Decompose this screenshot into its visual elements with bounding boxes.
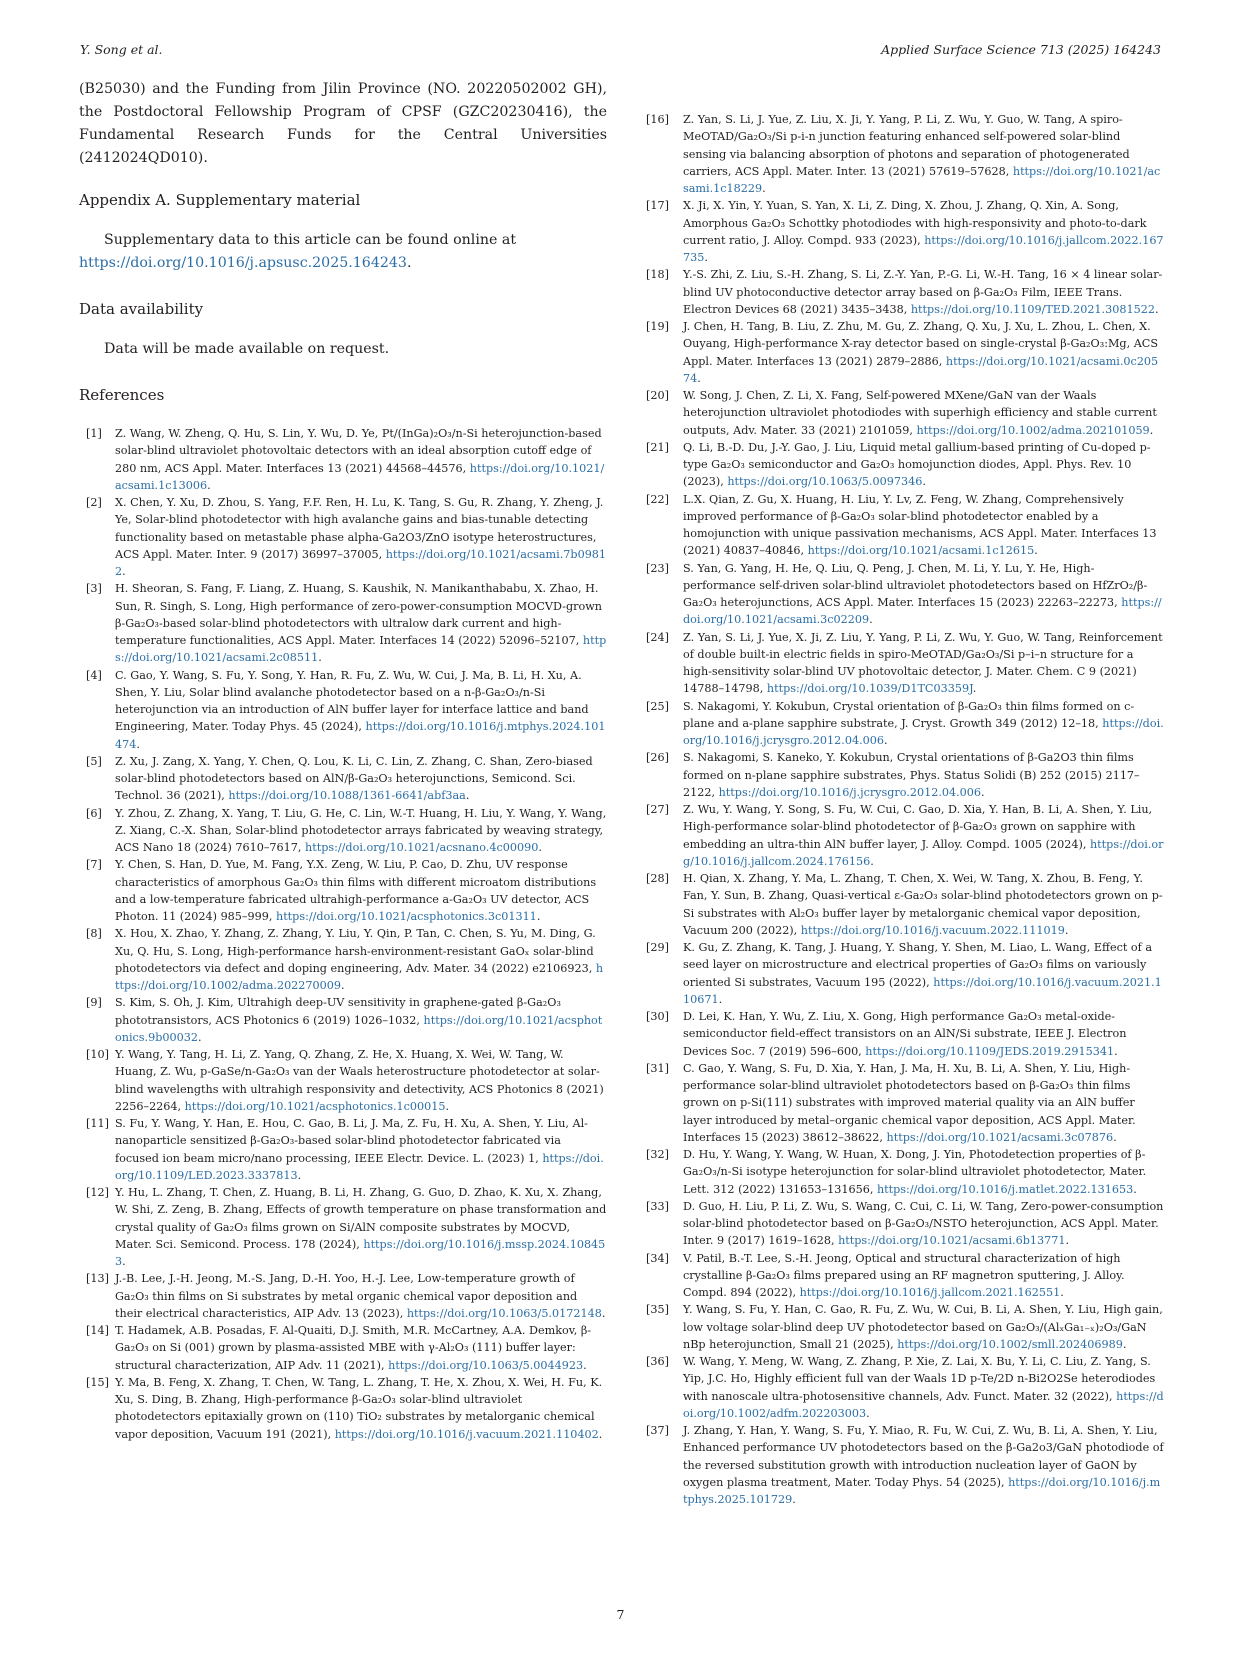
reference-text [683,1353,1164,1422]
reference-citation: H. Sheoran, S. Fang, F. Liang, Z. Huang, S. Kaushik, N. Manikanthababu, X. Zhao, H. Sun, R. Singh, S. Long, High performance of zero-power-consumption MOCVD-grown β-Ga₂O₃-based solar-blind photodetectors with ultralow dark current and high-temperature functionalities, ACS Appl. Mater. Interfaces 14 (2022) 52096–52107, [115,582,602,647]
reference-number: [16] [646,113,669,126]
reference-text [115,1046,607,1115]
reference-text [683,1008,1164,1060]
reference-end: . [207,478,211,492]
page-number: 7 [616,1607,625,1622]
reference-doi-link[interactable]: https://doi.org/10.1016/j.mtphys.2025.101729 [683,1475,1161,1506]
reference-item [646,1008,1164,1060]
reference-end: . [1065,1234,1070,1248]
reference-text [683,1060,1164,1146]
reference-citation: X. Chen, Y. Xu, D. Zhou, S. Yang, F.F. Ren, H. Lu, K. Tang, S. Gu, R. Zhang, Y. Zheng, J. Ye, Solar-blind photodetector with high avalanche gains and bias-tunable detecting functionality based on metastable phase alpha-Ga2O3/ZnO isotype heterostructures, ACS Appl. Mater. Inter. 9 (2017) 36997–37005, [115,496,604,561]
references-list-right [646,111,1164,1508]
reference-item [646,318,1164,387]
reference-number: [22] [646,492,669,506]
reference-doi-link[interactable]: https://doi.org/10.1016/j.mtphys.2024.101474 [115,720,606,751]
reference-number: [35] [646,1303,669,1317]
reference-end: . [762,182,766,195]
reference-item [646,111,1164,197]
reference-doi-link[interactable]: https://doi.org/10.1021/acsami.6b13771 [838,1234,1066,1248]
reference-text [683,629,1164,698]
data-availability-text: Data will be made available on request. [104,341,390,357]
reference-number: [31] [646,1061,669,1075]
reference-citation: J. Chen, H. Tang, B. Liu, Z. Zhu, M. Gu, Z. Zhang, Q. Xu, J. Xu, L. Zhou, L. Chen, X. Ouyang, High-performance X-ray detector based on single-crystal β-Ga₂O₃:Mg, ACS Appl. Mater. Interfaces 13 (2021) 2879–2886, [683,320,1158,368]
reference-item [646,749,1164,801]
reference-doi-link[interactable]: https://doi.org/10.1088/1361-6641/abf3aa [228,789,466,803]
reference-text [115,1184,607,1270]
reference-citation: S. Fu, Y. Wang, Y. Han, E. Hou, C. Gao, B. Li, J. Ma, Z. Fu, H. Xu, A. Shen, Y. Liu, Al-nanoparticle sensitized β-Ga₂O₃-based solar-blind photodetector fabricated via focused ion beam micro/nano processing, IEEE Electr. Device. L. (2023) 1, [115,1117,588,1165]
reference-number: [36] [646,1355,669,1368]
references-list-left [79,425,607,1443]
reference-citation: Y. Ma, B. Feng, X. Zhang, T. Chen, W. Tang, L. Zhang, T. He, X. Zhou, X. Wei, H. Fu, K. Xu, S. Ding, B. Zhang, High-performance β-Ga₂O₃ solar-blind ultraviolet photodetectors epitaxially grown on (110) TiO₂ substrates by metalorganic chemical vapor deposition, Vacuum 191 (2021), [115,1375,603,1441]
reference-text [115,1115,607,1184]
reference-doi-link[interactable]: https://doi.org/10.1021/acsami.7b09812 [115,547,607,578]
reference-doi-link[interactable]: https://doi.org/10.1021/acsphotonics.3c01311 [275,910,537,923]
reference-doi-link[interactable]: https://doi.org/10.1002/smll.202406989 [897,1337,1123,1351]
reference-text [683,749,1164,801]
reference-doi-link[interactable]: https://doi.org/10.1021/acsami.2c08511 [115,634,607,665]
reference-text [683,387,1164,439]
reference-end: . [538,841,542,854]
reference-item [646,1146,1164,1198]
reference-citation: Z. Yan, S. Li, J. Yue, Z. Liu, X. Ji, Y. Yang, P. Li, Z. Wu, Y. Guo, W. Tang, A spiro-MeOTAD/Ga₂O₃/Si p-i-n junction featuring enhanced self-powered solar-blind sensing via balancing absorption of photons and separation of photogenerated carriers, ACS Appl. Mater. Inter. 13 (2021) 57619–57628, [683,113,1130,178]
reference-text [115,580,607,666]
reference-item [646,439,1164,491]
reference-item [646,1301,1164,1353]
reference-citation: D. Guo, H. Liu, P. Li, Z. Wu, S. Wang, C. Cui, C. Li, W. Tang, Zero-power-consumption solar-blind photodetector based on β-Ga₂O₃/NSTO heterojunction, ACS Appl. Mater. Inter. 9 (2017) 1619–1628, [683,1199,1164,1248]
reference-citation: W. Song, J. Chen, Z. Li, X. Fang, Self-powered MXene/GaN van der Waals heterojunction ultraviolet photodiodes with superhigh efficiency and stable current outputs, Adv. Mater. 33 (2021) 2101059, [683,389,1157,437]
reference-number: [8] [86,927,102,941]
reference-number: [12] [86,1186,109,1199]
reference-text [683,491,1164,560]
reference-text [683,939,1164,1008]
reference-end: . [465,789,470,803]
reference-citation: Q. Li, B.-D. Du, J.-Y. Gao, J. Liu, Liquid metal gallium-based printing of Cu-doped p-type Ga₂O₃ semiconductor and Ga₂O₃ homojunction diodes, Appl. Phys. Rev. 10 (2023), [683,440,1151,489]
reference-text [683,801,1164,870]
reference-number: [28] [646,872,669,885]
appendix-text: Supplementary data to this article can be found online at [104,232,517,248]
reference-number: [4] [86,668,102,682]
reference-number: [7] [86,858,102,872]
reference-doi-link[interactable]: https://doi.org/10.1109/LED.2023.3337813 [115,1151,604,1182]
appendix-paragraph [79,229,607,275]
running-journal-citation: Applied Surface Science 713 (2025) 164243 [881,42,1161,57]
reference-end: . [884,734,888,747]
reference-citation: S. Nakagomi, Y. Kokubun, Crystal orientation of β-Ga₂O₃ thin films formed on c-plane and a-plane sapphire substrate, J. Cryst. Growth 349 (2012) 12–18, [683,699,1135,730]
reference-doi-link[interactable]: https://doi.org/10.1021/acsami.3c02209 [683,596,1162,627]
reference-citation: X. Ji, X. Yin, Y. Yuan, S. Yan, X. Li, Z. Ding, X. Zhou, J. Zhang, Q. Xin, A. Song, Amorphous Ga₂O₃ Schottky photodiodes with high-responsivity and photo-to-dark current ratio, J. Alloy. Compd. 933 (2023), [683,199,1147,247]
reference-number: [11] [86,1117,109,1130]
reference-text [683,197,1164,266]
reference-number: [19] [646,320,669,333]
reference-citation: S. Kim, S. Oh, J. Kim, Ultrahigh deep-UV sensitivity in graphene-gated β-Ga₂O₃ phototransistors, ACS Photonics 6 (2019) 1026–1032, [115,996,561,1027]
reference-text [115,425,607,494]
reference-number: [29] [646,941,669,954]
reference-citation: V. Patil, B.-T. Lee, S.-H. Jeong, Optical and structural characterization of high crystalline β-Ga₂O₃ films prepared using an RF magnetron sputtering, J. Alloy. Compd. 894 (2022), [683,1251,1125,1299]
reference-end: . [718,992,723,1006]
reference-end: . [341,979,345,992]
reference-text [683,439,1164,491]
reference-citation: K. Gu, Z. Zhang, K. Tang, J. Huang, Y. Shang, Y. Shen, M. Liao, L. Wang, Effect of a seed layer on microstructure and electrical properties of Ga₂O₃ films on variously oriented Si substrates, Vacuum 195 (2022), [683,941,1152,989]
reference-text [683,698,1164,750]
reference-end: . [1114,1044,1118,1058]
reference-item [646,1060,1164,1146]
reference-doi-link[interactable]: https://doi.org/10.1021/acsami.1c18229 [683,164,1161,195]
reference-text [115,667,607,753]
reference-doi-link[interactable]: https://doi.org/10.1002/adfm.202203003 [683,1389,1164,1420]
reference-end: . [869,613,873,627]
reference-end: . [122,1255,126,1268]
appendix-heading: Appendix A. Supplementary material [79,191,361,209]
reference-number: [3] [86,582,102,596]
reference-number: [10] [86,1048,109,1061]
reference-item [646,387,1164,439]
reference-end: . [197,1030,202,1044]
reference-citation: H. Qian, X. Zhang, Y. Ma, L. Zhang, T. Chen, X. Wei, W. Tang, X. Zhou, B. Feng, Y. Fan, Y. Sun, B. Zhang, Quasi-vertical ε-Ga₂O₃ solar-blind photodetectors grown on p-Si substrates with Al₂O₃ buffer layer by metalorganic chemical vapor deposition, Vacuum 200 (2022), [683,872,1163,937]
reference-citation: D. Hu, Y. Wang, Y. Wang, W. Huan, X. Dong, J. Yin, Photodetection properties of β-Ga₂O₃/n-Si isotype heterojunction for solar-blind ultraviolet photodetector, Mater. Lett. 312 (2022) 131653–131656, [683,1148,1147,1196]
reference-text [683,1301,1164,1353]
reference-doi-link[interactable]: https://doi.org/10.1016/j.jallcom.2022.167735 [683,233,1164,264]
reference-doi-link[interactable]: https://doi.org/10.1021/acsami.0c20574 [683,354,1159,385]
references-heading: References [79,386,165,404]
reference-end: . [1034,544,1038,558]
reference-text [115,1374,607,1443]
reference-citation: J. Zhang, Y. Han, Y. Wang, S. Fu, Y. Miao, R. Fu, W. Cui, Z. Wu, B. Li, A. Shen, Y. Liu, Enhanced performance UV photodetectors based on the β-Ga2o3/GaN photodiode of the reversed substitution growth with introduction nucleation layer of GaON by oxygen plasma treatment, Mater. Today Phys. 54 (2025), [683,1424,1164,1489]
reference-item [646,870,1164,939]
reference-number: [18] [646,268,669,282]
reference-citation: Z. Yan, S. Li, J. Yue, X. Ji, Z. Liu, Y. Yang, P. Li, Z. Wu, Y. Guo, W. Tang, Reinforcement of double built-in electric fields in spiro-MeOTAD/Ga₂O₃/Si p–i–n structure for a high-sensitivity solar-blind UV photovoltaic detector, J. Mater. Chem. C 9 (2021) 14788–14798, [683,630,1163,696]
reference-number: [20] [646,389,669,402]
reference-item [646,1198,1164,1250]
reference-end: . [1154,302,1159,316]
reference-end: . [1113,1130,1117,1144]
right-column [646,111,1164,1508]
reference-doi-link[interactable]: https://doi.org/10.1021/acsphotonics.9b00032 [115,1013,603,1044]
reference-number: [1] [86,427,102,440]
reference-end: . [697,371,701,385]
reference-item [79,1322,607,1374]
reference-doi-link[interactable]: https://doi.org/10.1016/j.jcrysgro.2012.04.006 [718,785,982,799]
reference-number: [6] [86,806,102,820]
reference-citation: S. Yan, G. Yang, H. He, Q. Liu, Q. Peng, J. Chen, M. Li, Y. Lu, Y. He, High-performance self-driven solar-blind ultraviolet photodetectors based on HfZrO₂/β-Ga₂O₃ heterojunctions, ACS Appl. Mater. Interfaces 15 (2023) 22263–22273, [683,561,1148,609]
reference-end: . [1064,923,1069,937]
reference-text [683,560,1164,629]
reference-item [646,801,1164,870]
reference-citation: C. Gao, Y. Wang, S. Fu, Y. Song, Y. Han, R. Fu, Z. Wu, W. Cui, J. Ma, B. Li, H. Xu, A. Shen, Y. Liu, Solar blind avalanche photodetector based on a n-β-Ga₂O₃/n-Si heterojunction via an introduction of AlN buffer layer for interface lattice and band Engineering, Mater. Today Phys. 45 (2024), [115,668,589,734]
reference-citation: X. Hou, X. Zhao, Y. Zhang, Z. Zhang, Y. Liu, Y. Qin, P. Tan, C. Chen, S. Yu, M. Ding, G. Xu, Q. Hu, S. Long, High-performance harsh-environment-resistant GaOₓ solar-blind photodetectors via defect and doping engineering, Adv. Mater. 34 (2022) e2106923, [115,927,596,975]
reference-item [79,805,607,857]
reference-item [646,1422,1164,1508]
reference-item [79,1184,607,1270]
reference-item [646,1353,1164,1422]
reference-doi-link[interactable]: https://doi.org/10.1021/acsami.3c07876 [886,1130,1114,1144]
reference-number: [9] [86,996,102,1010]
reference-end: . [981,785,985,799]
reference-item [646,698,1164,750]
reference-citation: D. Lei, K. Han, Y. Wu, Z. Liu, X. Gong, High performance Ga₂O₃ metal-oxide-semiconductor field-effect transistors on an AlN/Si substrate, IEEE J. Electron Devices Soc. 7 (2019) 596–600, [683,1010,1127,1058]
reference-doi-link[interactable]: https://doi.org/10.1109/TED.2021.3081522 [910,302,1155,316]
reference-text [683,266,1164,318]
reference-doi-link[interactable]: https://doi.org/10.1016/j.vacuum.2021.110671 [683,975,1162,1006]
reference-text [683,1250,1164,1302]
reference-citation: Z. Wang, W. Zheng, Q. Hu, S. Lin, Y. Wu, D. Ye, Pt/(InGa)₂O₃/n-Si heterojunction-based solar-blind ultraviolet photovoltaic detectors with an ideal absorption cutoff edge of 280 nm, ACS Appl. Mater. Interfaces 13 (2021) 44568–44576, [115,427,602,475]
reference-item [646,1250,1164,1302]
reference-citation: C. Gao, Y. Wang, S. Fu, D. Xia, Y. Han, J. Ma, H. Xu, B. Li, A. Shen, Y. Liu, High-performance solar-blind ultraviolet photodetectors based on β-Ga₂O₃ thin films grown on p-Si(111) substrates with improved material quality via an AlN buffer layer introduced by metal–organic chemical vapor deposition, ACS Appl. Mater. Interfaces 15 (2023) 38612–38622, [683,1061,1136,1144]
reference-end: . [922,475,926,489]
reference-end: . [704,251,708,264]
reference-doi-link[interactable]: https://doi.org/10.1021/acsnano.4c00090 [305,841,539,854]
reference-doi-link[interactable]: https://doi.org/10.1016/j.vacuum.2022.111019 [800,923,1065,937]
reference-doi-link[interactable]: https://doi.org/10.1016/j.vacuum.2021.110402 [334,1427,599,1441]
reference-citation: L.X. Qian, Z. Gu, X. Huang, H. Liu, Y. Lv, Z. Feng, W. Zhang, Comprehensively improved performance of β-Ga₂O₃ solar-blind photodetector enabled by a homojunction with unique passivation mechanisms, ACS Appl. Mater. Interfaces 13 (2021) 40837–40846, [683,492,1157,558]
reference-item [79,1270,607,1322]
reference-text [115,856,607,925]
reference-end: . [601,1306,606,1320]
reference-citation: Y. Wang, Y. Tang, H. Li, Z. Yang, Q. Zhang, Z. He, X. Huang, X. Wei, W. Tang, W. Huang, Z. Wu, p-GaSe/n-Ga₂O₃ van der Waals heterostructure photodetector at solar-blind wavelengths with ultrahigh responsivity and detectivity, ACS Photonics 8 (2021) 2256–2264, [115,1048,604,1113]
reference-number: [33] [646,1199,669,1213]
reference-citation: J.-B. Lee, J.-H. Jeong, M.-S. Jang, D.-H. Yoo, H.-J. Lee, Low-temperature growth of Ga₂O₃ thin films on Si substrates by metal organic chemical vapor deposition and their electrical characteristics, AIP Adv. 13 (2023), [115,1272,578,1320]
reference-number: [26] [646,751,669,765]
reference-text [683,1146,1164,1198]
reference-item [79,753,607,805]
reference-number: [17] [646,199,669,213]
reference-end: . [1133,1182,1137,1196]
reference-item [79,494,607,580]
reference-citation: Y. Hu, L. Zhang, T. Chen, Z. Huang, B. Li, H. Zhang, G. Guo, D. Zhao, K. Xu, X. Zhang, W. Shi, Z. Zeng, B. Zhang, Effects of growth temperature on phase transformation and crystal quality of Ga₂O₃ films grown on Si/AlN composite substrates by MOCVD, Mater. Sci. Semicond. Process. 178 (2024), [115,1186,607,1251]
reference-text [683,1422,1164,1508]
reference-item [646,560,1164,629]
reference-text [115,994,607,1046]
reference-number: [30] [646,1010,669,1023]
reference-doi-link[interactable]: https://doi.org/10.1016/j.jcrysgro.2012.04.006 [683,716,1164,747]
supplementary-link[interactable]: https://doi.org/10.1016/j.apsusc.2025.164243 [79,255,407,271]
left-column [79,78,607,1443]
reference-text [683,318,1164,387]
reference-doi-link[interactable]: https://doi.org/10.1016/j.mssp.2024.108453 [115,1237,606,1268]
reference-text [115,925,607,994]
reference-number: [23] [646,561,669,575]
reference-end: . [870,854,874,868]
reference-end: . [583,1358,587,1372]
reference-text [683,111,1164,197]
reference-item [79,994,607,1046]
reference-number: [14] [86,1324,109,1337]
reference-number: [21] [646,440,669,454]
acknowledgement-paragraph: (B25030) and the Funding from Jilin Province (NO. 20220502002 GH), the Postdoctoral Fellowship Program of CPSF (GZC20230416), the Fundamental Research Funds for the Central Universities (2412024QD010). [79,81,607,166]
reference-end: . [1122,1337,1127,1351]
running-author: Y. Song et al. [80,42,163,57]
reference-number: [2] [86,496,102,509]
reference-item [79,580,607,666]
reference-item [646,266,1164,318]
reference-item [79,1374,607,1443]
reference-item [646,629,1164,698]
reference-citation: Y. Zhou, Z. Zhang, X. Yang, T. Liu, G. He, C. Lin, W.-T. Huang, H. Liu, Y. Wang, Y. Wang, Z. Xiang, C.-X. Shan, Solar-blind photodetector arrays fabricated by weaving strategy, ACS Nano 18 (2024) 7610–7617, [115,806,607,854]
reference-text [683,1198,1164,1250]
reference-doi-link[interactable]: https://doi.org/10.1002/adma.202270009 [115,961,604,992]
reference-item [79,425,607,494]
reference-text [683,870,1164,939]
reference-citation: Y. Chen, S. Han, D. Yue, M. Fang, Y.X. Zeng, W. Liu, P. Cao, D. Zhu, UV response characteristics of amorphous Ga₂O₃ thin films with different microatom distributions and a low-temperature fabricated ultrahigh-performance a-Ga₂O₃ UV detector, ACS Photon. 11 (2024) 985–999, [115,858,597,923]
reference-doi-link[interactable]: https://doi.org/10.1063/5.0172148 [406,1306,602,1320]
reference-text [115,805,607,857]
reference-doi-link[interactable]: https://doi.org/10.1063/5.0044923 [388,1358,584,1372]
reference-doi-link[interactable]: https://doi.org/10.1063/5.0097346 [727,475,923,489]
reference-citation: T. Hadamek, A.B. Posadas, F. Al-Quaiti, D.J. Smith, M.R. McCartney, A.A. Demkov, β-Ga₂O₃ on Si (001) grown by plasma-assisted MBE with γ-Al₂O₃ (111) buffer layer: structural characterization, AIP Adv. 11 (2021), [115,1324,592,1372]
reference-citation: Z. Xu, J. Zang, X. Yang, Y. Chen, Q. Lou, K. Li, C. Lin, Z. Zhang, C. Shan, Zero-biased solar-blind photodetectors based on AlN/β-Ga₂O₃ heterojunctions, Semicond. Sci. Technol. 36 (2021), [115,754,593,803]
reference-end: . [598,1427,603,1441]
reference-end: . [297,1168,302,1182]
reference-doi-link[interactable]: https://doi.org/10.1109/JEDS.2019.2915341 [865,1044,1115,1058]
reference-end: . [318,651,322,665]
reference-item [79,856,607,925]
reference-end: . [122,565,126,578]
reference-number: [5] [86,754,102,768]
reference-item [79,1115,607,1184]
reference-citation: Y.-S. Zhi, Z. Liu, S.-H. Zhang, S. Li, Z.-Y. Yan, P.-G. Li, W.-H. Tang, 16 × 4 linear solar-blind UV photoconductive detector array based on β-Ga₂O₃ Film, IEEE Trans. Electron Devices 68 (2021) 3435–3438, [683,268,1163,316]
reference-number: [15] [86,1375,109,1389]
reference-doi-link[interactable]: https://doi.org/10.1002/adma.202101059 [916,423,1150,437]
reference-doi-link[interactable]: https://doi.org/10.1016/j.jallcom.2021.162551 [799,1286,1061,1299]
reference-end: . [792,1493,796,1506]
reference-doi-link[interactable]: https://doi.org/10.1016/j.jallcom.2024.176156 [683,837,1164,868]
reference-end: . [1060,1286,1064,1299]
reference-text [115,1322,607,1374]
reference-end: . [445,1099,450,1113]
reference-item [646,197,1164,266]
reference-citation: Y. Wang, S. Fu, Y. Han, C. Gao, R. Fu, Z. Wu, W. Cui, B. Li, A. Shen, Y. Liu, High gain, low voltage solar-blind deep UV photodetector based on Ga₂O₃/(AlₓGa₁₋ₓ)₂O₃/GaN nBp heterojunction, Small 21 (2025), [683,1303,1163,1351]
reference-end: . [866,1406,870,1420]
reference-end: . [136,737,140,751]
reference-number: [25] [646,699,669,713]
reference-number: [34] [646,1251,669,1265]
reference-citation: S. Nakagomi, S. Kaneko, Y. Kokubun, Crystal orientations of β-Ga2O3 thin films formed on n-plane sapphire substrates, Phys. Status Solidi (B) 252 (2015) 2117–2122, [683,751,1140,799]
reference-doi-link[interactable]: https://doi.org/10.1016/j.matlet.2022.131653 [876,1182,1134,1196]
reference-doi-link[interactable]: https://doi.org/10.1039/D1TC03359J [766,682,973,696]
reference-doi-link[interactable]: https://doi.org/10.1021/acsphotonics.1c00015 [184,1099,446,1113]
reference-doi-link[interactable]: https://doi.org/10.1021/acsami.1c13006 [115,461,605,492]
reference-item [79,1046,607,1115]
reference-item [646,939,1164,1008]
reference-text [115,753,607,805]
reference-text [115,1270,607,1322]
reference-number: [32] [646,1148,669,1161]
reference-item [646,491,1164,560]
reference-number: [37] [646,1424,669,1437]
reference-citation: Z. Wu, Y. Wang, Y. Song, S. Fu, W. Cui, C. Gao, D. Xia, Y. Han, B. Li, A. Shen, Y. Liu, High-performance solar-blind photodetector of β-Ga₂O₃ grown on sapphire with embedding an ultra-thin AlN buffer layer, J. Alloy. Compd. 1005 (2024), [683,803,1153,851]
reference-end: . [972,682,977,696]
data-availability-heading: Data availability [79,300,204,318]
reference-item [79,925,607,994]
reference-item [79,667,607,753]
reference-number: [13] [86,1272,109,1286]
reference-doi-link[interactable]: https://doi.org/10.1021/acsami.1c12615 [807,544,1035,558]
reference-text [115,494,607,580]
reference-number: [27] [646,803,669,816]
reference-number: [24] [646,630,669,644]
reference-end: . [1149,423,1154,437]
reference-citation: W. Wang, Y. Meng, W. Wang, Z. Zhang, P. Xie, Z. Lai, X. Bu, Y. Li, C. Liu, Z. Yang, S. Yip, J.C. Ho, Highly efficient full van der Waals 1D p-Te/2D n-Bi2O2Se heterodiodes with nanoscale ultra-photosensitive channels, Adv. Funct. Mater. 32 (2022), [683,1355,1156,1403]
reference-end: . [536,910,541,923]
appendix-suffix: . [406,255,412,271]
